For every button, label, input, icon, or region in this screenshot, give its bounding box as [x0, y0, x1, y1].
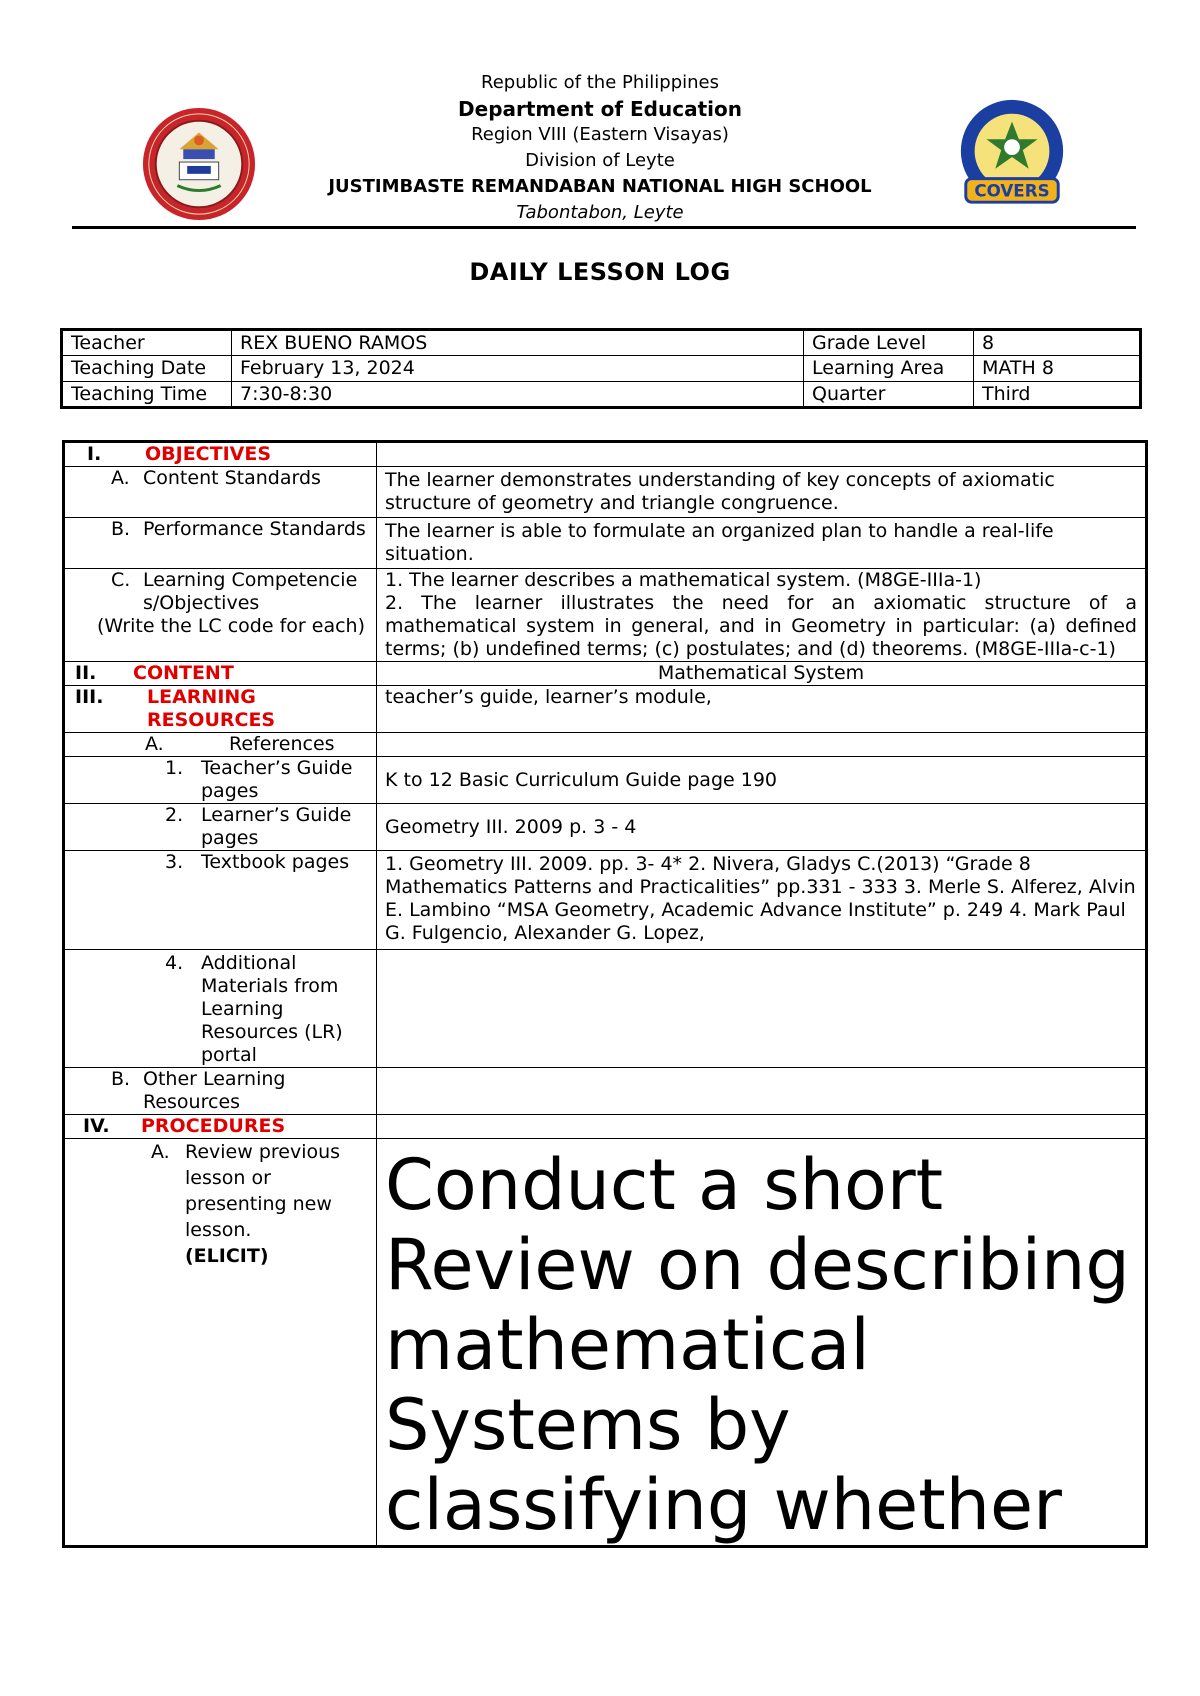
content-standards-value: The learner demonstrates understanding of key concepts of axiomatic structure of geometry and triangle congruence.	[377, 467, 1147, 518]
content-heading: CONTENT	[133, 662, 234, 684]
teachers-guide-key: 1.	[165, 757, 184, 779]
row-content	[64, 662, 1147, 686]
teachers-guide-label: Teacher’s Guide pages	[201, 757, 353, 802]
page-title: DAILY LESSON LOG	[469, 258, 731, 286]
row-teachers-guide	[64, 757, 1147, 804]
row-review	[64, 1139, 1147, 1547]
row-procedures	[64, 1115, 1147, 1139]
resources-heading: LEARNING RESOURCES	[147, 686, 276, 731]
row-performance-standards	[64, 518, 1147, 569]
info-row-date	[62, 356, 1141, 382]
date-value: February 13, 2024	[232, 356, 804, 382]
review-value: Conduct a short Review on describing mathematical Systems by classifying whether	[377, 1139, 1147, 1547]
other-resources-key: B.	[111, 1068, 131, 1090]
row-content-standards	[64, 467, 1147, 518]
learners-guide-key: 2.	[165, 804, 184, 826]
objectives-heading: OBJECTIVES	[145, 443, 272, 465]
competency-1: 1. The learner describes a mathematical system. (M8GE-IIIa-1)	[385, 569, 982, 591]
lesson-log-table	[62, 440, 1148, 1548]
procedures-value	[377, 1115, 1147, 1139]
grade-label: Grade Level	[804, 330, 974, 356]
row-competencies	[64, 569, 1147, 662]
row-references	[64, 733, 1147, 757]
area-label: Learning Area	[804, 356, 974, 382]
quarter-label: Quarter	[804, 382, 974, 408]
resources-number: III.	[75, 686, 104, 708]
additional-value	[377, 950, 1147, 1068]
procedures-heading: PROCEDURES	[141, 1115, 286, 1137]
review-tag: (ELICIT)	[185, 1245, 269, 1267]
row-objectives	[64, 442, 1147, 467]
competencies-key: C.	[111, 569, 131, 591]
teachers-guide-value: K to 12 Basic Curriculum Guide page 190	[377, 757, 1147, 804]
textbook-label: Textbook pages	[201, 851, 350, 873]
references-key: A.	[145, 733, 164, 755]
references-value	[377, 733, 1147, 757]
department-line: Department of Education	[458, 97, 742, 121]
performance-standards-value: The learner is able to formulate an organized plan to handle a real-life situation.	[377, 518, 1147, 569]
grade-value: 8	[974, 330, 1141, 356]
review-key: A.	[151, 1141, 170, 1163]
quarter-value: Third	[974, 382, 1141, 408]
other-resources-value	[377, 1068, 1147, 1115]
content-value: Mathematical System	[377, 662, 1147, 686]
covers-logo	[948, 96, 1076, 214]
learners-guide-value: Geometry III. 2009 p. 3 - 4	[377, 804, 1147, 851]
performance-standards-label: Performance Standards	[143, 518, 366, 540]
school-seal-logo	[140, 105, 258, 223]
info-row-teacher	[62, 330, 1141, 356]
objectives-value	[377, 442, 1147, 467]
covers-logo-text: COVERS	[974, 180, 1050, 201]
textbook-key: 3.	[165, 851, 184, 873]
region-line: Region VIII (Eastern Visayas)	[471, 124, 729, 145]
school-location: Tabontabon, Leyte	[516, 202, 684, 223]
header-divider	[72, 226, 1136, 229]
competencies-note: (Write the LC code for each)	[97, 615, 365, 637]
performance-standards-key: B.	[111, 518, 131, 540]
lesson-info-table	[60, 328, 1142, 409]
row-learners-guide	[64, 804, 1147, 851]
other-resources-label: Other Learning Resources	[143, 1068, 286, 1113]
row-textbook	[64, 851, 1147, 950]
resources-value: teacher’s guide, learner’s module,	[377, 686, 1147, 733]
time-value: 7:30-8:30	[232, 382, 804, 408]
republic-line: Republic of the Philippines	[481, 72, 719, 93]
area-value: MATH 8	[974, 356, 1141, 382]
row-additional-materials	[64, 950, 1147, 1068]
info-row-time	[62, 382, 1141, 408]
school-name: JUSTIMBASTE REMANDABAN NATIONAL HIGH SCHOOL	[328, 176, 872, 197]
learners-guide-label: Learner’s Guide pages	[201, 804, 352, 849]
row-learning-resources	[64, 686, 1147, 733]
additional-label: Additional Materials from Learning Resources (LR) portal	[201, 952, 343, 1066]
teacher-value: REX BUENO RAMOS	[232, 330, 804, 356]
content-standards-key: A.	[111, 467, 130, 489]
teacher-label: Teacher	[62, 330, 232, 356]
content-standards-label: Content Standards	[143, 467, 321, 489]
review-label: Review previous lesson or presenting new lesson.	[185, 1141, 341, 1241]
procedures-number: IV.	[83, 1115, 110, 1137]
additional-key: 4.	[165, 952, 184, 974]
competency-2: 2. The learner illustrates the need for an axiomatic structure of a mathematical system in general, and in Geometry in particular: (a) defined terms; (b) undefined terms; (c) postulates; and (d) theorems. (M8GE-IIIa-c-1)	[385, 592, 1137, 660]
date-label: Teaching Date	[62, 356, 232, 382]
time-label: Teaching Time	[62, 382, 232, 408]
competencies-label: Learning Competencies/Objectives	[143, 569, 358, 614]
row-other-resources	[64, 1068, 1147, 1115]
division-line: Division of Leyte	[525, 150, 675, 171]
references-label: References	[229, 733, 335, 755]
content-number: II.	[75, 662, 97, 684]
textbook-value: 1. Geometry III. 2009. pp. 3- 4* 2. Nivera, Gladys C.(2013) “Grade 8 Mathematics Patterns and Practicalities” pp.331 - 333 3. Merle S. Alferez, Alvin E. Lambino “MSA Geometry, Academic Advance Institute” p. 249 4. Mark Paul G. Fulgencio, Alexander G. Lopez,	[377, 851, 1147, 950]
objectives-number: I.	[87, 443, 102, 465]
